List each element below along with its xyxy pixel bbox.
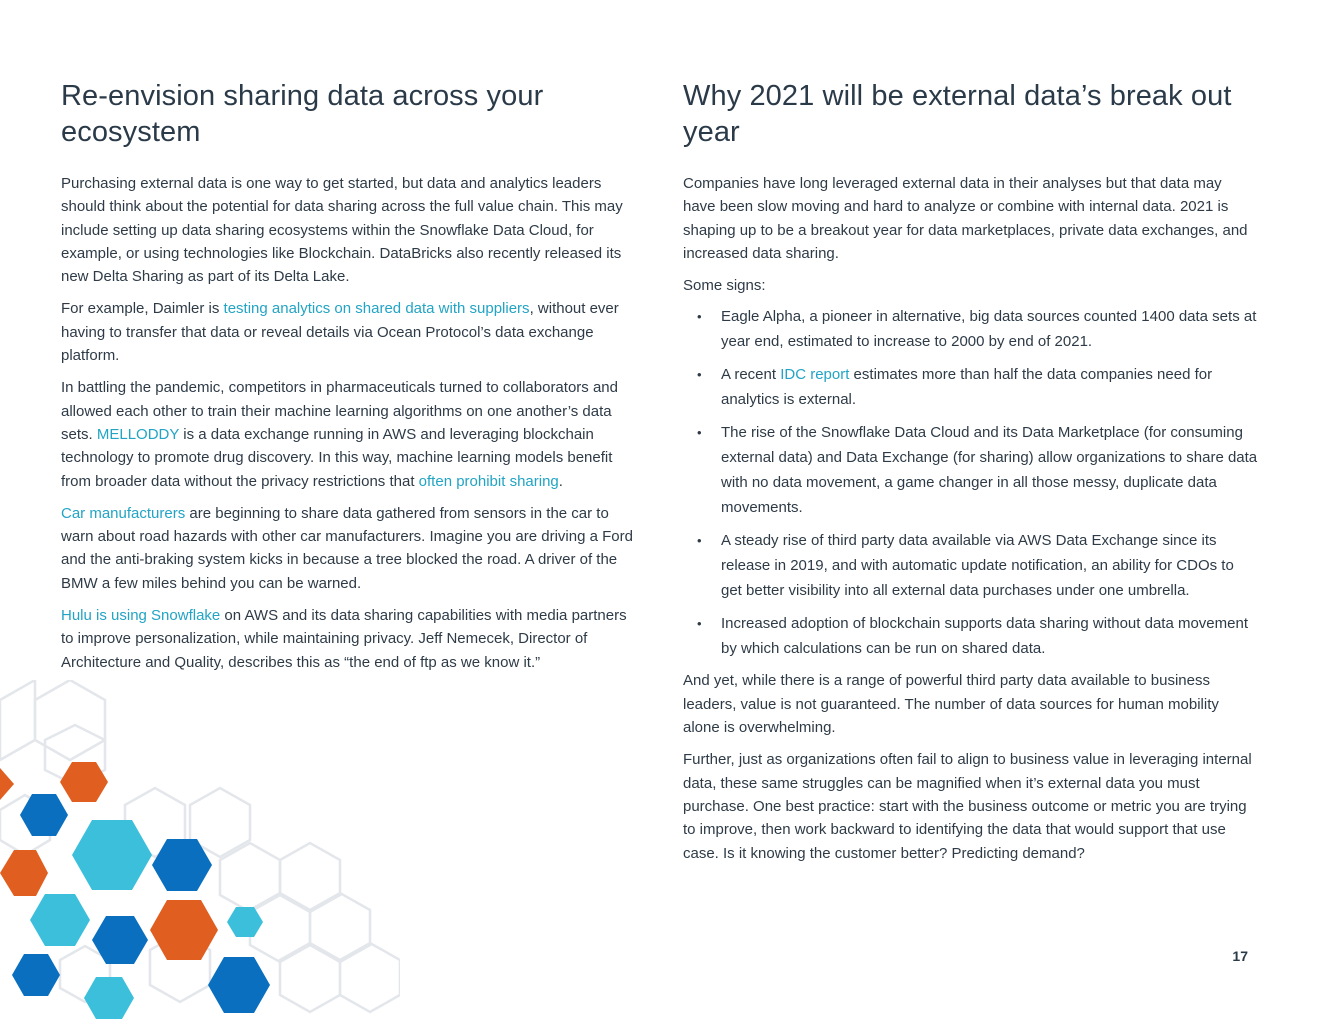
text-run: . bbox=[558, 472, 563, 490]
text-run: In battling the pandemic, competitors in pharmaceuticals turned to collaborators and allowed each other to train their machine learning algorithms on one another’s data sets. bbox=[61, 379, 618, 443]
hex-orange bbox=[0, 768, 14, 800]
hex-cyan bbox=[84, 977, 134, 1019]
text-run: estimates more than half the data companies need for analytics is external. bbox=[721, 366, 1213, 409]
link-hulu-snowflake[interactable]: Hulu is using Snowflake bbox=[61, 607, 221, 625]
hex-outline bbox=[340, 943, 400, 1012]
hex-outline bbox=[310, 893, 370, 962]
hex-blue bbox=[208, 957, 270, 1013]
hexagon-pattern-graphic bbox=[0, 680, 400, 1020]
hex-blue bbox=[12, 954, 60, 996]
hex-orange bbox=[150, 900, 218, 960]
left-paragraph-1: Purchasing external data is one way to get started, but data and analytics leaders should think about the potential for data sharing across the full value chain. This may include setting up data sharing ecosystems within the Snowflake Data Cloud, for example, or using technologies like Blockchain. DataBricks also recently released its new Delta Sharing as part of its Delta Lake. bbox=[61, 175, 623, 286]
hex-outline bbox=[280, 843, 340, 912]
hex-cyan bbox=[30, 894, 90, 946]
signs-list bbox=[683, 304, 1258, 661]
hex-cyan bbox=[227, 907, 263, 937]
right-paragraph-2: And yet, while there is a range of powerful third party data available to business leaders, value is not guaranteed. The number of data sources for human mobility alone is overwhelming. bbox=[683, 672, 1219, 737]
hex-cyan bbox=[72, 820, 152, 890]
list-item: • Eagle Alpha, a pioneer in alternative, big data sources counted 1400 data sets at year end, estimated to increase to 2000 by end of 2021. bbox=[683, 304, 1258, 354]
hex-blue bbox=[92, 916, 148, 964]
right-paragraph-1: Companies have long leveraged external data in their analyses but that data may have been slow moving and hard to analyze or combine with internal data. 2021 is shaping up to be a breakout year for data marketplaces, private data exchanges, and increased data sharing. bbox=[683, 175, 1248, 262]
text-run: A recent bbox=[721, 366, 781, 384]
hex-outline bbox=[0, 680, 35, 760]
hex-orange bbox=[0, 850, 48, 896]
left-paragraph-5 bbox=[61, 604, 641, 674]
list-item: • The rise of the Snowflake Data Cloud and its Data Marketplace (for consuming external data) and Data Exchange (for sharing) allow organizations to share data with no data movement, a game changer in all those messy, duplicate data movements. bbox=[683, 420, 1258, 520]
right-paragraph-3: Further, just as organizations often fail to align to business value in leveraging internal data, these same struggles can be magnified when it’s external data you must purchase. One best practice: start with the business outcome or metric you are trying to improve, then work backward to identifying the data that would support that use case. Is it knowing the customer better? Predicting demand? bbox=[683, 751, 1252, 862]
right-column bbox=[683, 78, 1258, 874]
page-number: 17 bbox=[1232, 948, 1248, 964]
link-daimler-shared-data[interactable]: testing analytics on shared data with suppliers bbox=[223, 300, 530, 318]
left-column bbox=[61, 78, 641, 683]
text-run: are beginning to share data gathered from sensors in the car to warn about road hazards with other car manufacturers. Imagine you are driving a Ford and the anti-braking system kicks in because a tree blocked the road. A driver of the BMW a few miles behind you can be warned. bbox=[61, 504, 633, 592]
left-heading: Re-envision sharing data across your ecosystem bbox=[61, 80, 544, 148]
left-paragraph-4 bbox=[61, 502, 641, 595]
signs-label: Some signs: bbox=[683, 277, 766, 295]
list-item: • A steady rise of third party data available via AWS Data Exchange since its release in 2019, and with automatic update notification, an ability for CDOs to get better visibility into all external data purchases under one umbrella. bbox=[683, 528, 1258, 603]
link-car-manufacturers[interactable]: Car manufacturers bbox=[61, 504, 186, 522]
hex-outline bbox=[220, 843, 280, 912]
text-run: on AWS and its data sharing capabilities with media partners to improve personalization, while maintaining privacy. Jeff Nemecek, Director of Architecture and Quality, describes this as “the end of ftp as we know it.” bbox=[61, 607, 627, 671]
hex-outline bbox=[280, 943, 340, 1012]
text-run: is a data exchange running in AWS and leveraging blockchain technology to promote drug discovery. In this way, machine learning models benefit from broader data without the privacy restrictions that bbox=[61, 425, 613, 490]
hex-blue bbox=[20, 794, 68, 836]
link-melloddy[interactable]: MELLODDY bbox=[96, 425, 180, 443]
left-paragraph-3 bbox=[61, 376, 641, 492]
list-item: • Increased adoption of blockchain supports data sharing without data movement by which calculations can be run on shared data. bbox=[683, 611, 1258, 661]
right-heading: Why 2021 will be external data’s break out year bbox=[683, 80, 1232, 148]
text-run: , without ever having to transfer that data or reveal details via Ocean Protocol’s data exchange platform. bbox=[61, 300, 619, 365]
hex-orange bbox=[60, 762, 108, 802]
left-paragraph-2 bbox=[61, 297, 641, 367]
link-idc-report[interactable]: IDC report bbox=[780, 366, 850, 384]
list-item bbox=[683, 362, 1258, 412]
link-often-prohibit-sharing[interactable]: often prohibit sharing bbox=[418, 472, 559, 490]
text-run: For example, Daimler is bbox=[61, 300, 224, 318]
